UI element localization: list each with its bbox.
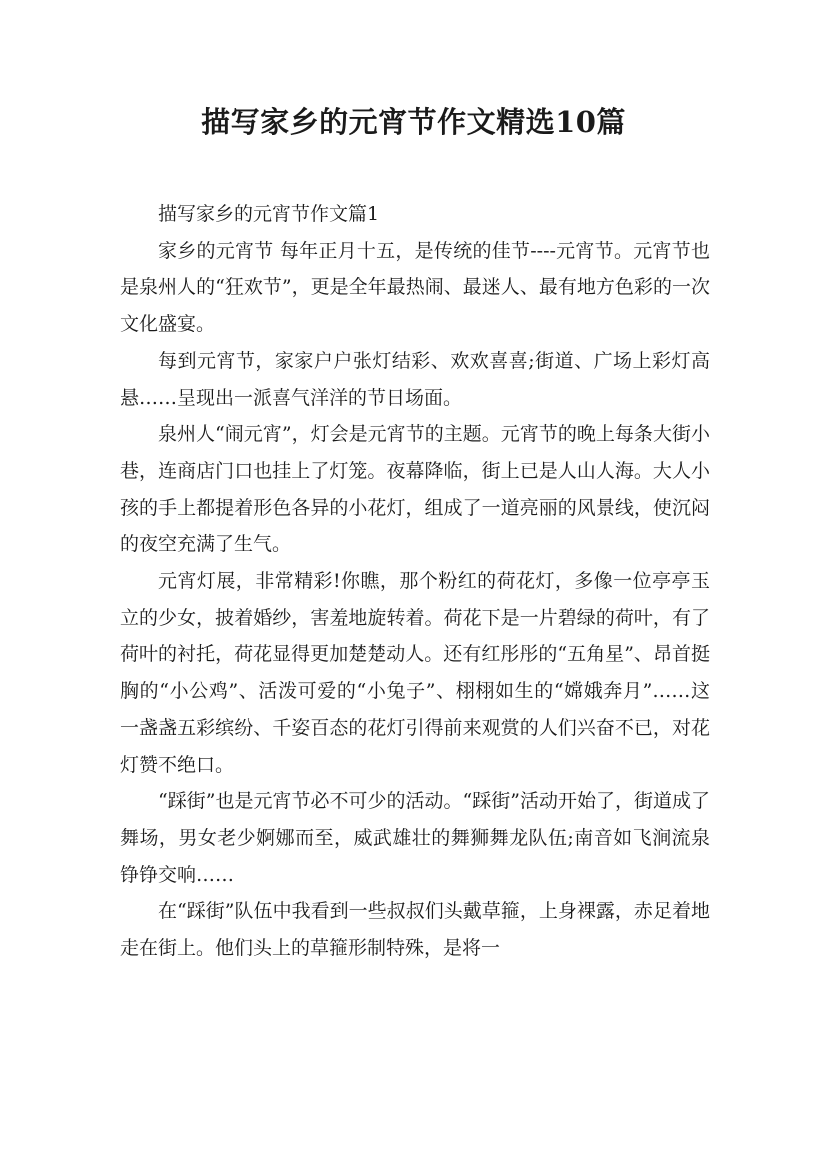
paragraph: 泉州人“闹元宵”，灯会是元宵节的主题。元宵节的晚上每条大街小巷，连商店门口也挂上了灯笼。夜幕降临，街上已是人山人海。大人小孩的手上都提着形色各异的小花灯，组成了一道亮丽的风景线，使沉闷的夜空充满了生气。 <box>120 423 710 556</box>
paragraph: 元宵灯展，非常精彩!你瞧，那个粉红的荷花灯，多像一位亭亭玉立的少女，披着婚纱，害羞地旋转着。荷花下是一片碧绿的荷叶，有了荷叶的衬托，荷花显得更加楚楚动人。还有红彤彤的“五角星”、昂首挺胸的“小公鸡”、活泼可爱的“小兔子”、栩栩如生的“嫦娥奔月”……这一盏盏五彩缤纷、千姿百态的花灯引得前来观赏的人们兴奋不已，对花灯赞不绝口。 <box>120 570 710 776</box>
section-heading: 描写家乡的元宵节作文篇1 <box>158 203 380 225</box>
paragraph: 在“踩街”队伍中我看到一些叔叔们头戴草箍，上身裸露，赤足着地走在街上。他们头上的草箍形制特殊，是将一 <box>120 900 710 960</box>
article-body <box>120 196 710 967</box>
paragraph: 每到元宵节，家家户户张灯结彩、欢欢喜喜;街道、广场上彩灯高悬……呈现出一派喜气洋洋的节日场面。 <box>120 349 710 409</box>
document-title: 描写家乡的元宵节作文精选10篇 <box>201 105 626 139</box>
paragraph: 家乡的元宵节 每年正月十五，是传统的佳节----元宵节。元宵节也是泉州人的“狂欢节”，更是全年最热闹、最迷人、最有地方色彩的一次文化盛宴。 <box>120 239 710 336</box>
paragraph: “踩街”也是元宵节必不可少的活动。“踩街”活动开始了，街道成了舞场，男女老少婀娜而至，威武雄壮的舞狮舞龙队伍;南音如飞涧流泉铮铮交响…… <box>120 790 710 886</box>
